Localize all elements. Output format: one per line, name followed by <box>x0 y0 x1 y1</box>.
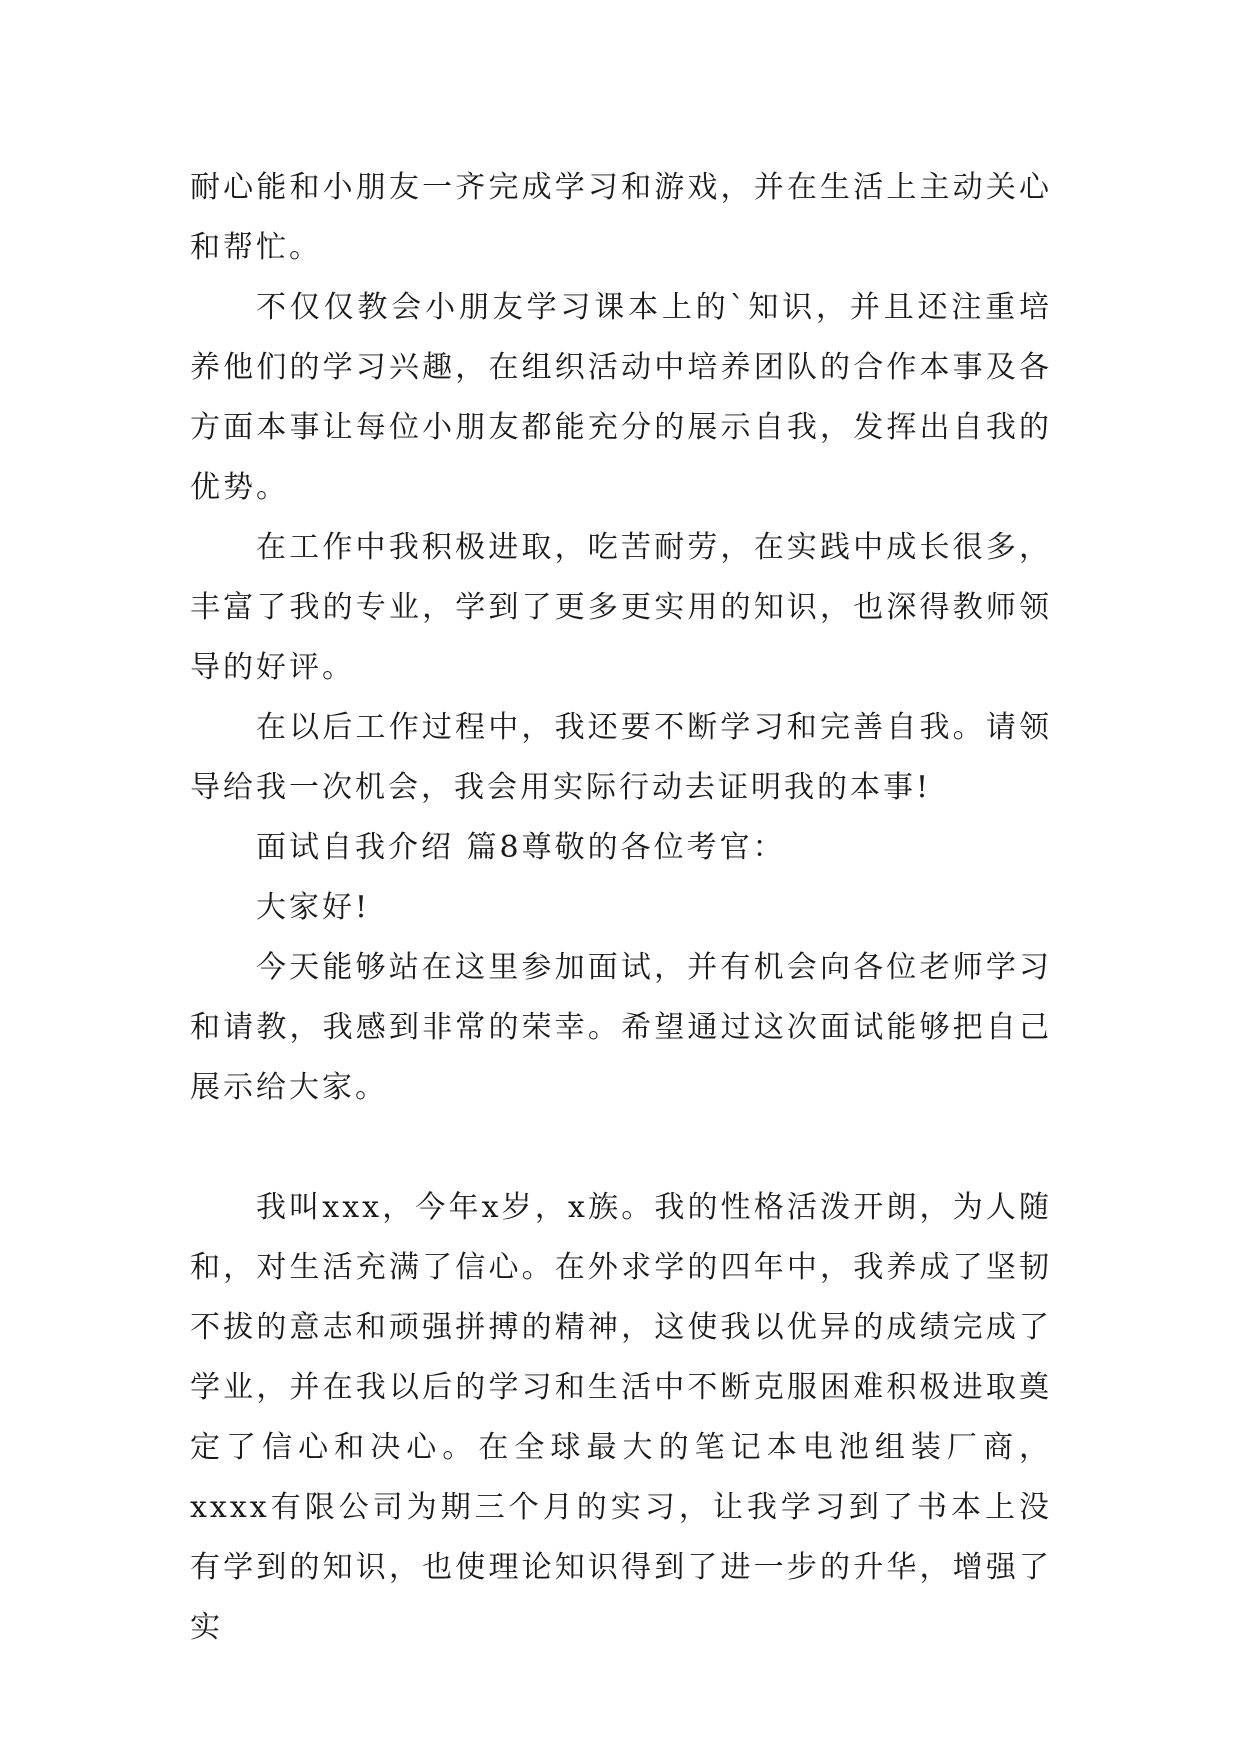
paragraph-4: 在以后工作过程中，我还要不断学习和完善自我。请领导给我一次机会，我会用实际行动去证明我的本事! <box>190 710 1052 805</box>
blank-line <box>190 1118 1052 1178</box>
section-heading: 面试自我介绍 篇8尊敬的各位考官： <box>256 830 786 865</box>
paragraph-5: 今天能够站在这里参加面试，并有机会向各位老师学习和请教，我感到非常的荣幸。希望通过这次面试能够把自己展示给大家。 <box>190 950 1052 1105</box>
greeting: 大家好! <box>256 890 371 925</box>
document-body <box>190 158 1052 1658</box>
paragraph-3: 在工作中我积极进取，吃苦耐劳，在实践中成长很多，丰富了我的专业，学到了更多更实用的知识，也深得教师领导的好评。 <box>190 530 1052 685</box>
paragraph-6: 我叫xxx，今年x岁，x族。我的性格活泼开朗，为人随和，对生活充满了信心。在外求学的四年中，我养成了坚韧不拔的意志和顽强拼搏的精神，这使我以优异的成绩完成了学业，并在我以后的学习和生活中不断克服困难积极进取奠定了信心和决心。在全球最大的笔记本电池组装厂商，xxxx有限公司为期三个月的实习，让我学习到了书本上没有学到的知识，也使理论知识得到了进一步的升华，增强了实 <box>190 1190 1052 1645</box>
paragraph-2: 不仅仅教会小朋友学习课本上的`知识，并且还注重培养他们的学习兴趣，在组织活动中培养团队的合作本事及各方面本事让每位小朋友都能充分的展示自我，发挥出自我的优势。 <box>190 290 1052 505</box>
paragraph-1: 耐心能和小朋友一齐完成学习和游戏，并在生活上主动关心和帮忙。 <box>190 170 1052 265</box>
